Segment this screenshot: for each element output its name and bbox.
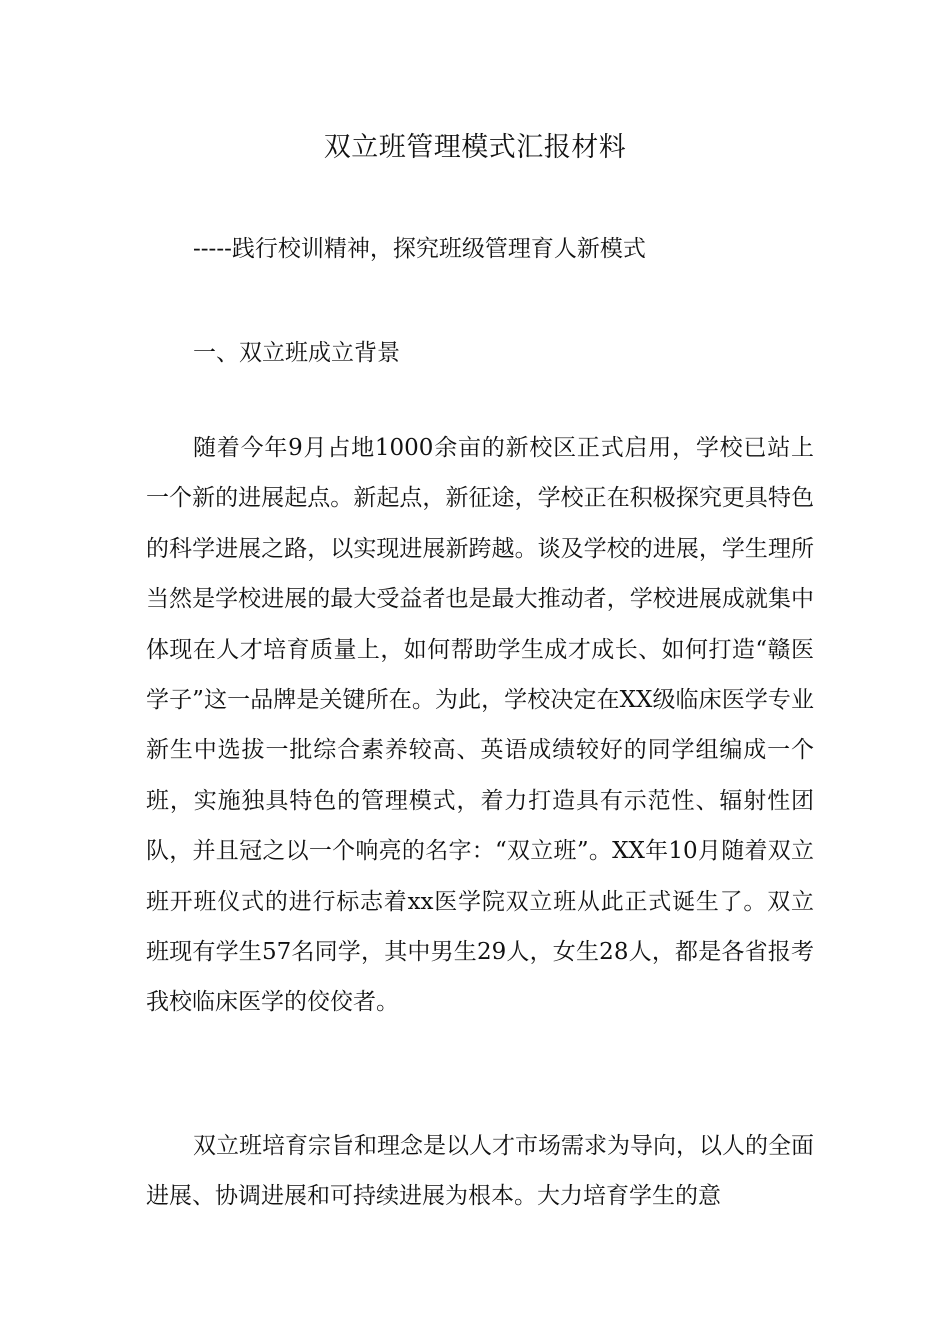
body-paragraph: 随着今年9月占地1000余亩的新校区正式启用，学校已站上一个新的进展起点。新起点，新征途，学校正在积极探究更具特色的科学进展之路，以实现进展新跨越。谈及学校的进展，学生理所当然是学校进展的最大受益者也是最大推动者，学校进展成就集中体现在人才培育质量上，如何帮助学生成才成长、如何打造“赣医学子”这一品牌是关键所在。为此，学校决定在XX级临床医学专业新生中选拔一批综合素养较高、英语成绩较好的同学组编成一个班，实施独具特色的管理模式，着力打造具有示范性、辐射性团队，并且冠之以一个响亮的名字：“双立班”。XX年10月随着双立班开班仪式的进行标志着xx医学院双立班从此正式诞生了。双立班现有学生57名同学，其中男生29人，女生28人，都是各省报考我校临床医学的佼佼者。 [146, 435, 814, 1016]
body-paragraph: 双立班培育宗旨和理念是以人才市场需求为导向，以人的全面进展、协调进展和可持续进展为根本。大力培育学生的意 [146, 1133, 814, 1210]
section-heading: 一、双立班成立背景 [193, 340, 400, 366]
document-title: 双立班管理模式汇报材料 [323, 132, 627, 163]
document-subtitle: -----践行校训精神，探究班级管理育人新模式 [193, 236, 646, 262]
